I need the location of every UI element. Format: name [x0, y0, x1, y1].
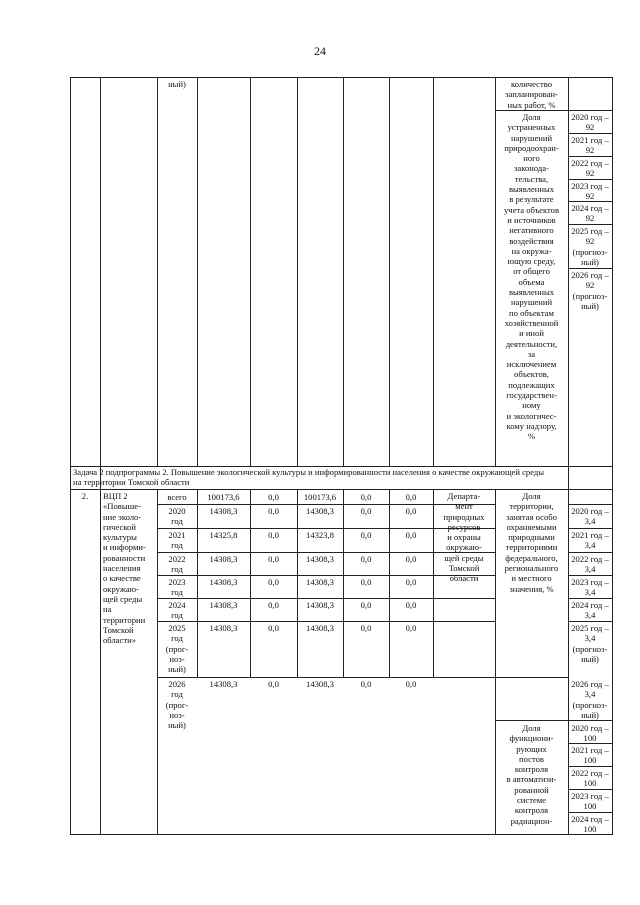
federal-cell: 0,0 [268, 577, 279, 587]
total-cell: 100173,6 [207, 492, 240, 502]
indicator-3-name: Доля территории, занятая особо охраняемыми природными территориями федерального, регионального и местного значения, % [504, 491, 559, 594]
indicator-3-value: 2023 год – 3,4 [571, 577, 609, 598]
regional-cell: 14308,3 [306, 600, 334, 610]
period-cell: 2025 год (прог- ноз- ный) [165, 623, 189, 675]
local-cell: 0,0 [360, 506, 372, 516]
extra-cell: 0,0 [405, 554, 417, 564]
total-cell: 14308,3 [209, 600, 238, 610]
indicator-3-value: 2025 год – 3,4 (прогноз- ный) [571, 623, 609, 664]
indicator-2-value: 2021 год – 92 [571, 135, 609, 156]
page-number: 24 [314, 44, 326, 58]
extra-cell: 0,0 [405, 506, 417, 516]
indicator-4-value: 2021 год – 100 [571, 745, 609, 766]
period-cell: 2022 год [168, 554, 186, 575]
federal-cell: 0,0 [268, 623, 279, 633]
total-cell: 14308,3 [209, 554, 238, 564]
program-cell-tail: ный) [168, 79, 186, 89]
indicator-3-value: 2020 год – 3,4 [571, 506, 609, 527]
total-cell: 14308,3 [209, 623, 238, 633]
federal-cell: 0,0 [268, 554, 279, 564]
period-cell: 2023 год [168, 577, 186, 598]
local-cell: 0,0 [360, 554, 372, 564]
period-cell: 2026 год (прог- ноз- ный) [165, 679, 189, 731]
extra-cell: 0,0 [405, 577, 417, 587]
indicator-3-value: 2026 год – 3,4 (прогноз- ный) [571, 679, 609, 720]
period-cell: всего [167, 492, 187, 502]
extra-cell: 0,0 [405, 600, 417, 610]
indicator-3-value: 2021 год – 3,4 [571, 530, 609, 551]
period-cell: 2020 год [168, 506, 186, 527]
indicator-2-value: 2024 год – 92 [571, 203, 609, 224]
indicator-2-value: 2020 год – 92 [571, 112, 609, 133]
federal-cell: 0,0 [268, 492, 279, 502]
total-cell: 14308,3 [209, 506, 238, 516]
indicator-4-name: Доля функциони- рующих постов контроля в автоматизи- рованной системе контроля радиацион- [506, 723, 557, 826]
indicator-1-tail: количество запланирован- ных работ, % [505, 79, 558, 110]
local-cell: 0,0 [360, 679, 372, 689]
indicator-3-value: 2024 год – 3,4 [571, 600, 609, 621]
indicator-2-value: 2026 год – 92 (прогноз- ный) [571, 270, 609, 311]
extra-cell: 0,0 [405, 492, 417, 502]
period-cell: 2024 год [168, 600, 186, 621]
indicator-4-value: 2022 год – 100 [571, 768, 609, 789]
federal-cell: 0,0 [268, 679, 279, 689]
task-header: Задача 2 подпрограммы 2. Повышение экологической культуры и информированности населения о качестве окружающей среды на территории Томской области [73, 467, 545, 488]
total-cell: 14308,3 [209, 679, 238, 689]
federal-cell: 0,0 [268, 530, 279, 540]
indicator-4-value: 2020 год – 100 [571, 723, 609, 744]
local-cell: 0,0 [360, 623, 372, 633]
federal-cell: 0,0 [268, 600, 279, 610]
indicator-2-name: Доля устраненных нарушений природоохран- ного законода- тельства, выявленных в результате учета объектов и источников негативного воздействия на окружа- ющую среду, от общего объема выявленных нарушений по объектам хозяйственной и иной деятельности, за исключением объектов, подлежащих государствен- ному и экологичес- кому надзору, % [503, 112, 560, 442]
executor: Департа- мент природных ресурсов и охраны окружаю- щей среды Томской области [443, 491, 485, 584]
extra-cell: 0,0 [405, 623, 417, 633]
local-cell: 0,0 [360, 492, 372, 502]
extra-cell: 0,0 [405, 679, 417, 689]
regional-cell: 14323,8 [306, 530, 334, 540]
regional-cell: 14308,3 [306, 554, 334, 564]
local-cell: 0,0 [360, 600, 372, 610]
period-cell: 2021 год [168, 530, 186, 551]
indicator-2-value: 2023 год – 92 [571, 181, 609, 202]
indicator-4-value: 2023 год – 100 [571, 791, 609, 812]
regional-cell: 14308,3 [306, 506, 334, 516]
program-name: ВЦП 2 «Повыше- ние эколо- гической культуры и информи- рованности населения о качестве окружаю- щей среды на территории Томской области» [103, 491, 146, 646]
indicator-4-value: 2024 год – 100 [571, 814, 609, 835]
regional-cell: 14308,3 [306, 679, 334, 689]
federal-cell: 0,0 [268, 506, 279, 516]
extra-cell: 0,0 [405, 530, 417, 540]
indicator-3-value: 2022 год – 3,4 [571, 554, 609, 575]
regional-cell: 14308,3 [306, 577, 334, 587]
local-cell: 0,0 [360, 577, 372, 587]
local-cell: 0,0 [360, 530, 372, 540]
regional-cell: 100173,6 [303, 492, 337, 502]
row-number: 2. [81, 491, 89, 501]
total-cell: 14325,8 [209, 530, 238, 540]
regional-cell: 14308,3 [306, 623, 334, 633]
indicator-2-value: 2025 год – 92 (прогноз- ный) [571, 226, 609, 267]
indicator-2-value: 2022 год – 92 [571, 158, 609, 179]
total-cell: 14308,3 [209, 577, 238, 587]
